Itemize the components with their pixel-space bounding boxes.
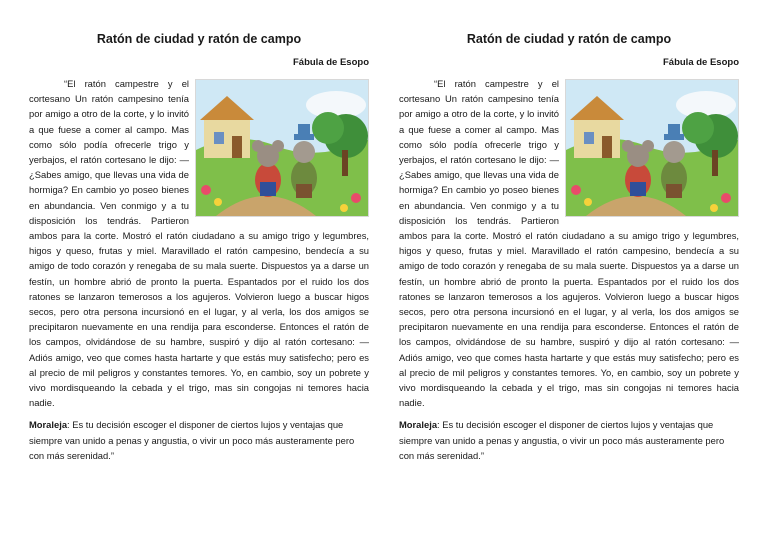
moral-label: Moraleja xyxy=(29,419,68,431)
moral xyxy=(29,417,369,463)
story-body xyxy=(399,76,739,410)
story-body xyxy=(29,76,369,410)
story-author: Fábula de Esopo xyxy=(292,57,369,68)
moral xyxy=(399,417,739,463)
story-paragraph: “El ratón campestre y el cortesano Un ratón campesino tenía por amigo a otro de la corte, y lo invitó a que fuese a comer al campo. Mas como sólo podía ofrecerle trigo y yerbajos, el ratón cortesano le dijo: —¿Sabes amigo, que llevas una vida de hormiga? En cambio yo poseo bienes en abundancia. Ven conmigo y a tu disposición los tendrás. Partieron ambos para la corte. Mostró el ratón ciudadano a su amigo trigo y legumbres, higos y queso, frutas y miel. Maravillado el ratón campesino, bendecía a su amigo de todo corazón y renegaba de su mala suerte. Dispuestos ya a darse un festín, un hombre abrió de pronto la puerta. Espantados por el ruido los dos ratones se lanzaron temerosos a los agujeros. Volvieron luego a buscar higos secos, pero otra persona incursionó en el lugar, y al verla, los dos amigos se precipitaron nuevamente en una rendija para esconderse. Entonces el ratón de los campos, olvidándose de su hambre, suspiró y dijo al ratón cortesano: — Adiós amigo, veo que comes hasta hartarte y que estás muy satisfecho; pero es al precio de mil peligros y constantes temores. Yo, en cambio, soy un pobrete y vivo mordisqueando la cebada y el trigo, mas sin congojas ni temores hacia nadie. xyxy=(29,78,369,409)
story-title: Ratón de ciudad y ratón de campo xyxy=(96,32,302,46)
page-left xyxy=(29,30,369,463)
story-author: Fábula de Esopo xyxy=(662,57,739,68)
page-right xyxy=(399,30,739,463)
moral-text: : Es tu decisión escoger el disponer de ciertos lujos y ventajas que siempre van unido a penas y angustia, o vivir un poco más austeramente pero con más serenidad.” xyxy=(29,419,355,461)
story-title: Ratón de ciudad y ratón de campo xyxy=(466,32,672,46)
moral-text: : Es tu decisión escoger el disponer de ciertos lujos y ventajas que siempre van unido a penas y angustia, o vivir un poco más austeramente pero con más serenidad.” xyxy=(399,419,725,461)
mice-illustration xyxy=(195,79,369,217)
mice-illustration xyxy=(565,79,739,217)
story-paragraph: “El ratón campestre y el cortesano Un ratón campesino tenía por amigo a otro de la corte, y lo invitó a que fuese a comer al campo. Mas como sólo podía ofrecerle trigo y yerbajos, el ratón cortesano le dijo: —¿Sabes amigo, que llevas una vida de hormiga? En cambio yo poseo bienes en abundancia. Ven conmigo y a tu disposición los tendrás. Partieron ambos para la corte. Mostró el ratón ciudadano a su amigo trigo y legumbres, higos y queso, frutas y miel. Maravillado el ratón campesino, bendecía a su amigo de todo corazón y renegaba de su mala suerte. Dispuestos ya a darse un festín, un hombre abrió de pronto la puerta. Espantados por el ruido los dos ratones se lanzaron temerosos a los agujeros. Volvieron luego a buscar higos secos, pero otra persona incursionó en el lugar, y al verla, los dos amigos se precipitaron nuevamente en una rendija para esconderse. Entonces el ratón de los campos, olvidándose de su hambre, suspiró y dijo al ratón cortesano: — Adiós amigo, veo que comes hasta hartarte y que estás muy satisfecho; pero es al precio de mil peligros y constantes temores. Yo, en cambio, soy un pobrete y vivo mordisqueando la cebada y el trigo, mas sin congojas ni temores hacia nadie. xyxy=(399,78,739,409)
moral-label: Moraleja xyxy=(399,419,438,431)
